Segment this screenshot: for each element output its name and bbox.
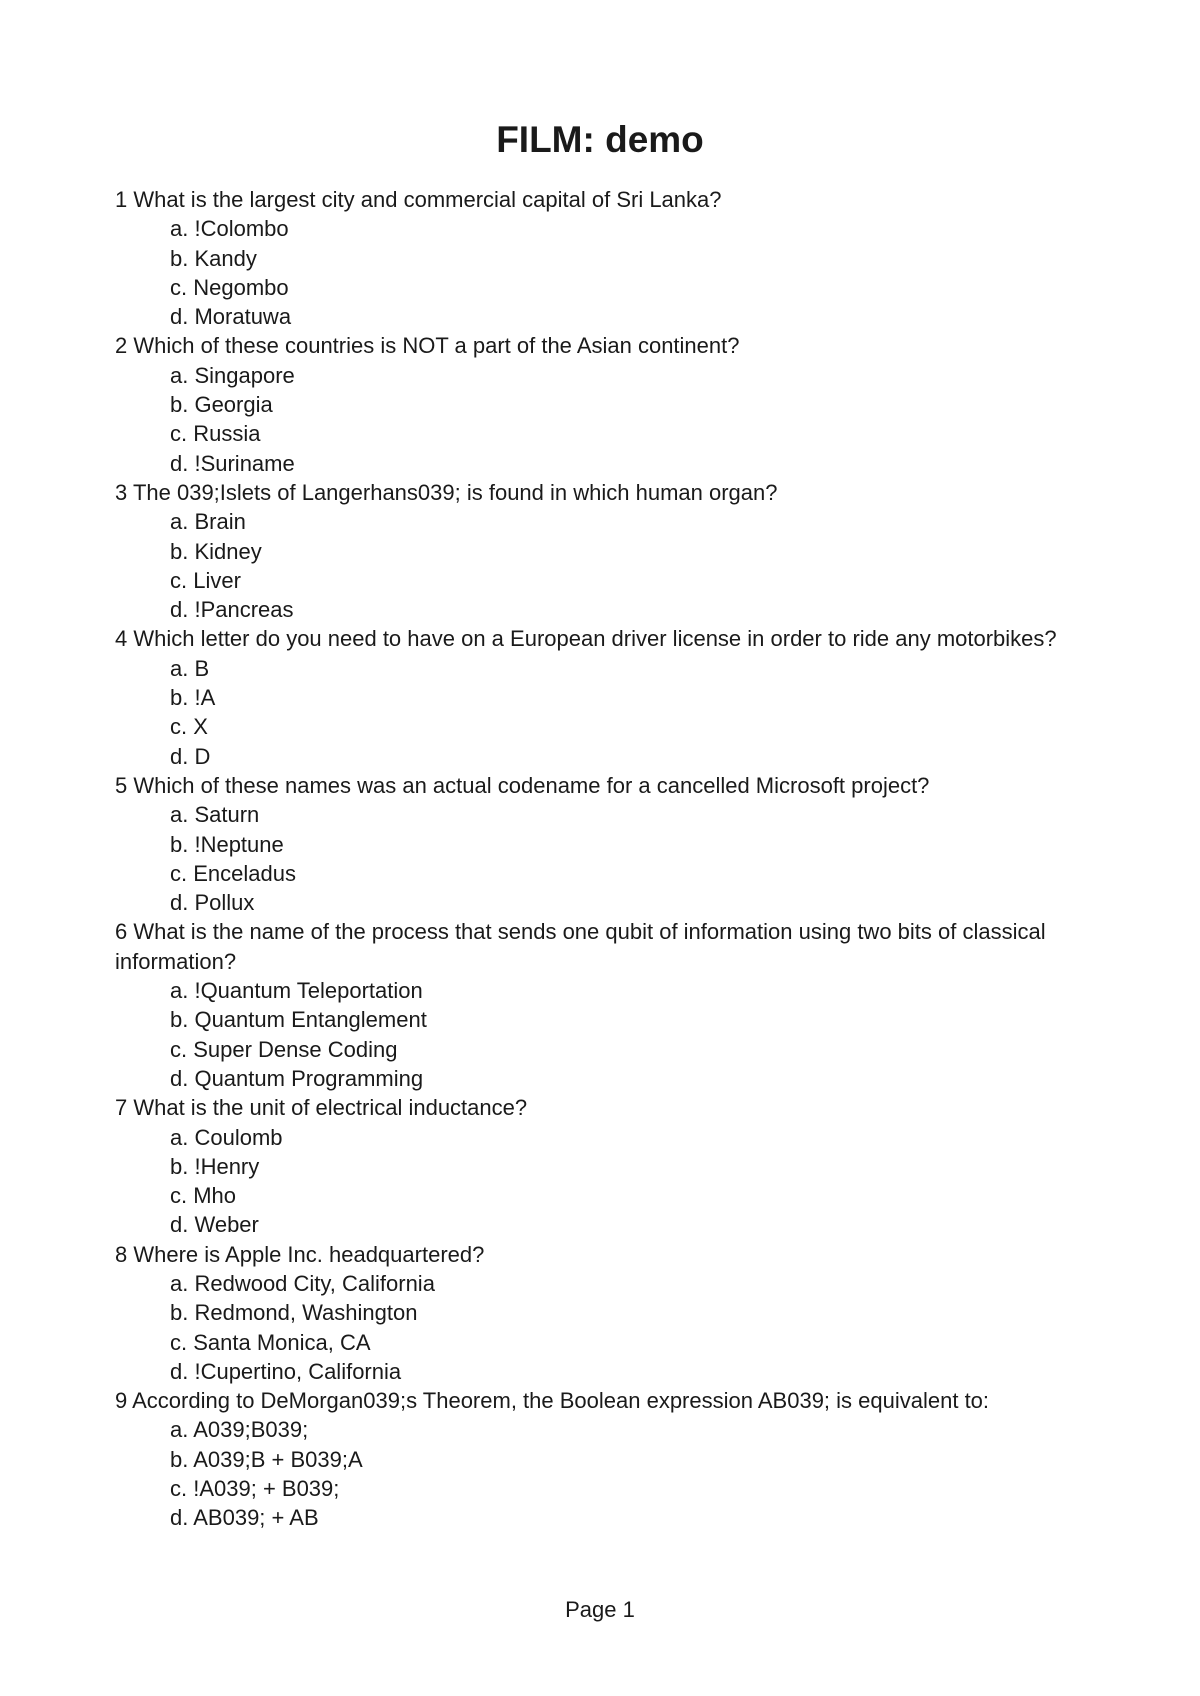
question-3 [115,478,1115,624]
question-2 [115,331,1115,477]
option-d: d. Moratuwa [170,304,292,330]
question-9 [115,1386,1115,1532]
page-number: Page 1 [565,1597,635,1622]
option-d: d. Quantum Programming [170,1065,424,1091]
option-list [115,1123,1115,1240]
option-a: a. Saturn [170,802,260,828]
document-title: FILM: demo [496,119,704,160]
option-d: d. Pollux [170,890,255,916]
option-b: b. A039;B + B039;A [170,1446,363,1472]
question-text: 5 Which of these names was an actual codename for a cancelled Microsoft project? [115,772,930,798]
option-b: b. Quantum Entanglement [170,1007,427,1033]
option-d: d. !Pancreas [170,597,294,623]
option-a: a. Brain [170,509,246,535]
option-list [115,507,1115,624]
option-c: c. Mho [170,1183,237,1209]
question-4 [115,624,1115,770]
option-c: c. Enceladus [170,860,296,886]
option-a: a. Singapore [170,362,295,388]
question-6 [115,917,1115,1093]
question-text: 8 Where is Apple Inc. headquartered? [115,1241,485,1267]
option-list [115,1415,1115,1532]
option-list [115,214,1115,331]
question-text: 6 What is the name of the process that sends one qubit of information using two bits of classical information? [115,919,1046,974]
option-b: b. Georgia [170,392,273,418]
option-d: d. D [170,743,211,769]
option-a: a. A039;B039; [170,1417,309,1443]
option-b: b. Kidney [170,538,262,564]
option-b: b. Redmond, Washington [170,1300,418,1326]
option-c: c. X [170,714,208,740]
question-1 [115,185,1115,331]
question-8 [115,1240,1115,1386]
option-a: a. Coulomb [170,1124,283,1150]
option-a: a. Redwood City, California [170,1270,435,1296]
option-list [115,800,1115,917]
option-d: d. AB039; + AB [170,1505,319,1531]
option-list [115,361,1115,478]
option-list [115,1269,1115,1386]
option-c: c. Russia [170,421,261,447]
option-a: a. !Quantum Teleportation [170,978,423,1004]
option-b: b. !Neptune [170,831,284,857]
question-text: 2 Which of these countries is NOT a part of the Asian continent? [115,333,740,359]
option-a: a. B [170,655,210,681]
option-a: a. !Colombo [170,216,289,242]
option-list [115,976,1115,1093]
question-list [115,185,1115,1533]
question-text: 9 According to DeMorgan039;s Theorem, the Boolean expression AB039; is equivalent to: [115,1388,990,1414]
question-text: 4 Which letter do you need to have on a European driver license in order to ride any motorbikes? [115,626,1057,652]
question-text: 1 What is the largest city and commercial capital of Sri Lanka? [115,187,722,212]
question-7 [115,1093,1115,1239]
option-b: b. Kandy [170,245,257,271]
option-d: d. !Cupertino, California [170,1358,402,1384]
question-text: 7 What is the unit of electrical inductance? [115,1095,528,1121]
question-text: 3 The 039;Islets of Langerhans039; is found in which human organ? [115,479,778,505]
option-c: c. Santa Monica, CA [170,1329,371,1355]
option-c: c. !A039; + B039; [170,1476,340,1502]
option-c: c. Negombo [170,274,289,300]
option-d: d. !Suriname [170,450,295,476]
option-c: c. Liver [170,567,241,593]
option-d: d. Weber [170,1212,259,1238]
option-b: b. !Henry [170,1153,260,1179]
option-c: c. Super Dense Coding [170,1036,398,1062]
question-5 [115,771,1115,917]
option-b: b. !A [170,685,216,711]
option-list [115,654,1115,771]
